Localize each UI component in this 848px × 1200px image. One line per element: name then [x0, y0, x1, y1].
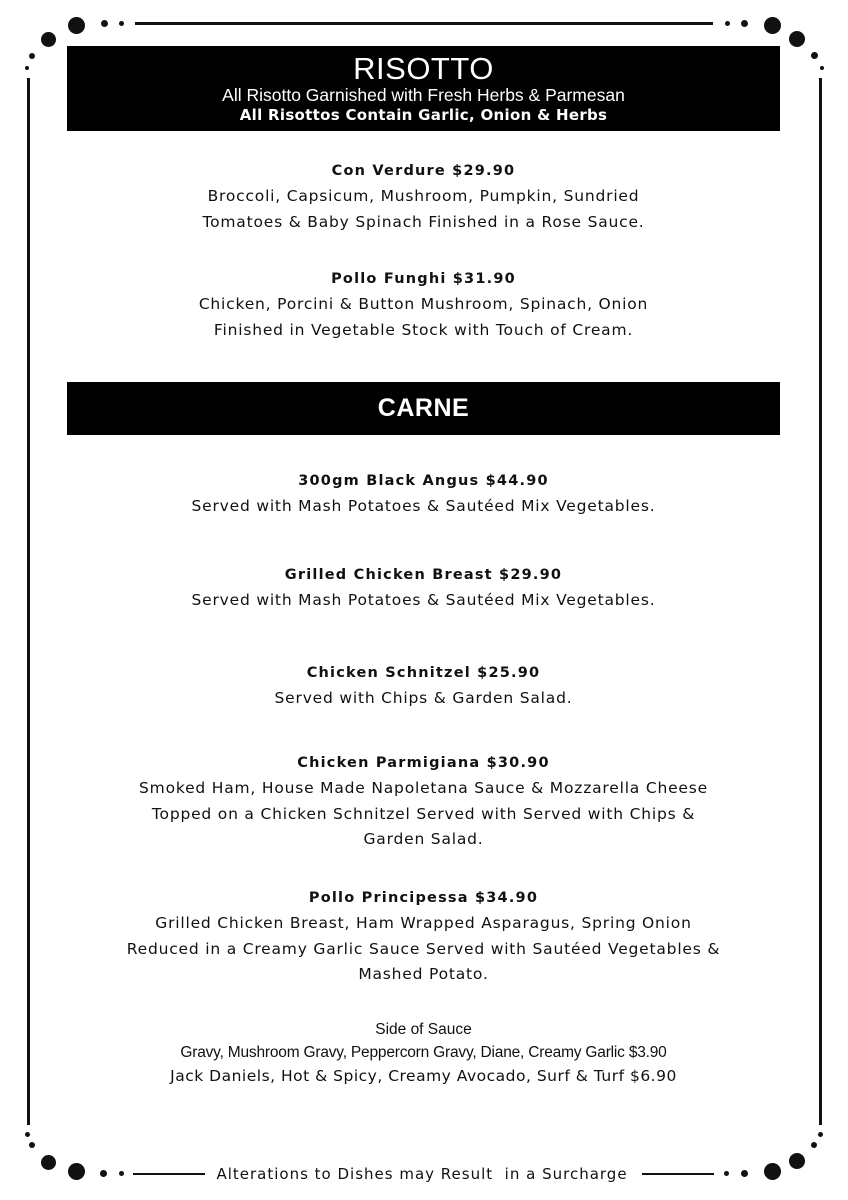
frame-top-line: [135, 22, 713, 25]
dish-description: Served with Mash Potatoes & Sautéed Mix Vegetables.: [191, 497, 656, 515]
dish-name: Pollo Principessa $34.90: [308, 890, 539, 906]
menu-item: [67, 660, 780, 712]
dish-description: Finished in Vegetable Stock with Touch of Cream.: [213, 320, 634, 339]
corner-dot: [764, 17, 781, 34]
menu-item: [67, 158, 780, 235]
footer-note: Alterations to Dishes may Result in a Surcharge: [216, 1165, 628, 1183]
corner-dot: [68, 1163, 85, 1180]
dish-description: Tomatoes & Baby Spinach Finished in a Rose Sauce.: [202, 212, 645, 231]
dish-description: Grilled Chicken Breast, Ham Wrapped Asparagus, Spring Onion: [155, 914, 692, 932]
dish-description: Served with Chips & Garden Salad.: [274, 689, 573, 707]
dish-name: Chicken Schnitzel $25.90: [306, 665, 541, 681]
carne-banner: [67, 382, 780, 435]
dish-description: Broccoli, Capsicum, Mushroom, Pumpkin, Sundried: [207, 187, 640, 205]
dish-description: Mashed Potato.: [358, 965, 489, 983]
section-title: CARNE: [377, 394, 470, 422]
dish-description: Reduced in a Creamy Garlic Sauce Served with Sautéed Vegetables &: [126, 939, 721, 958]
corner-dot: [41, 32, 56, 47]
corner-dot: [764, 1163, 781, 1180]
corner-dot: [41, 1155, 56, 1170]
menu-item: [67, 885, 780, 988]
dish-name: Pollo Funghi $31.90: [331, 271, 516, 287]
menu-item: [67, 266, 780, 343]
menu-item: [67, 562, 780, 614]
section-subtitle: All Risottos Contain Garlic, Onion & Herbs: [239, 106, 608, 125]
risotto-banner: [67, 46, 780, 131]
corner-dot: [29, 1142, 35, 1148]
corner-dot: [25, 1132, 30, 1137]
frame-bottom-line: [642, 1173, 714, 1175]
dish-name: Con Verdure $29.90: [331, 163, 516, 179]
frame-left-line: [27, 78, 30, 1125]
corner-dot: [68, 17, 85, 34]
dish-name: Grilled Chicken Breast $29.90: [284, 567, 563, 583]
corner-dot: [25, 66, 29, 70]
corner-dot: [101, 20, 108, 27]
section-title: RISOTTO: [353, 51, 494, 86]
dish-description: Chicken, Porcini & Button Mushroom, Spinach, Onion: [198, 295, 649, 313]
corner-dot: [811, 52, 818, 59]
dish-description: Garden Salad.: [363, 830, 484, 848]
sauce-title: Side of Sauce: [375, 1021, 472, 1038]
corner-dot: [119, 1171, 124, 1176]
dish-description: Served with Mash Potatoes & Sautéed Mix Vegetables.: [191, 591, 656, 609]
corner-dot: [100, 1170, 107, 1177]
corner-dot: [741, 20, 748, 27]
frame-right-line: [819, 78, 822, 1125]
corner-dot: [789, 31, 805, 47]
sauce-section: [67, 1019, 780, 1088]
menu-item: [67, 468, 780, 520]
sauce-options: Jack Daniels, Hot & Spicy, Creamy Avocado, Surf & Turf $6.90: [170, 1067, 677, 1085]
sauce-options: Gravy, Mushroom Gravy, Peppercorn Gravy, Diane, Creamy Garlic $3.90: [180, 1044, 667, 1061]
corner-dot: [820, 66, 824, 70]
section-subtitle: All Risotto Garnished with Fresh Herbs & Parmesan: [222, 85, 625, 105]
corner-dot: [741, 1170, 748, 1177]
corner-dot: [29, 53, 35, 59]
dish-description: Topped on a Chicken Schnitzel Served with Served with Chips &: [151, 804, 696, 823]
dish-description: Smoked Ham, House Made Napoletana Sauce & Mozzarella Cheese: [139, 779, 708, 797]
corner-dot: [789, 1153, 805, 1169]
dish-name: 300gm Black Angus $44.90: [298, 473, 549, 489]
frame-bottom-line: [133, 1173, 205, 1175]
corner-dot: [725, 21, 730, 26]
corner-dot: [119, 21, 124, 26]
corner-dot: [818, 1132, 823, 1137]
corner-dot: [724, 1171, 729, 1176]
corner-dot: [811, 1142, 817, 1148]
menu-item: [67, 750, 780, 853]
dish-name: Chicken Parmigiana $30.90: [297, 755, 550, 771]
